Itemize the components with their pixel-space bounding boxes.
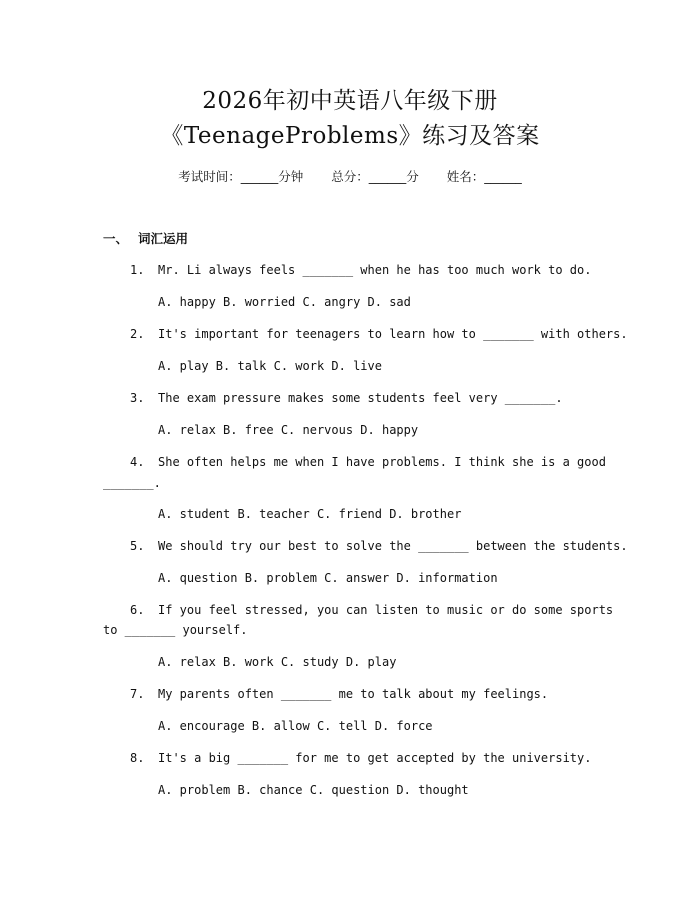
- question-number: 1.: [130, 263, 145, 277]
- question-number: 3.: [130, 391, 145, 405]
- question-8-options: A. problem B. chance C. question D. thought: [158, 783, 469, 797]
- exam-time-field: 考试时间：______分钟: [178, 169, 304, 184]
- section-number: 一、: [103, 231, 129, 246]
- section-title: 词汇运用: [138, 231, 189, 246]
- question-1-options: A. happy B. worried C. angry D. sad: [158, 295, 411, 309]
- question-text: The exam pressure makes some students feel very _______.: [158, 391, 563, 405]
- question-8: [130, 749, 591, 767]
- question-7: [130, 685, 548, 703]
- question-text: My parents often _______ me to talk about my feelings.: [158, 687, 549, 701]
- question-text: It's important for teenagers to learn how to _______ with others.: [158, 327, 628, 341]
- student-name-field: 姓名：______: [446, 169, 522, 184]
- question-number: 5.: [130, 539, 145, 553]
- question-text: Mr. Li always feels _______ when he has too much work to do.: [158, 263, 592, 277]
- question-6-continuation: to _______ yourself.: [103, 623, 248, 637]
- question-text: We should try our best to solve the _______ between the students.: [158, 539, 628, 553]
- question-text: If you feel stressed, you can listen to music or do some sports: [158, 603, 614, 617]
- question-number: 2.: [130, 327, 145, 341]
- section-heading: [103, 230, 188, 248]
- total-score-field: 总分：______分: [331, 169, 419, 184]
- question-2-options: A. play B. talk C. work D. live: [158, 359, 382, 373]
- question-6-options: A. relax B. work C. study D. play: [158, 655, 397, 669]
- question-number: 4.: [130, 455, 145, 469]
- question-4-continuation: _______.: [103, 476, 161, 490]
- question-3-options: A. relax B. free C. nervous D. happy: [158, 423, 419, 437]
- question-4-options: A. student B. teacher C. friend D. brother: [158, 507, 462, 521]
- question-3: [130, 389, 563, 407]
- question-2: [130, 325, 628, 343]
- question-text: It's a big _______ for me to get accepted by the university.: [158, 751, 592, 765]
- document-title-line-2: 《TeenageProblems》练习及答案: [160, 123, 540, 149]
- document-title-line-1: 2026年初中英语八年级下册: [202, 88, 498, 114]
- question-number: 7.: [130, 687, 145, 701]
- question-5: [130, 537, 628, 555]
- question-7-options: A. encourage B. allow C. tell D. force: [158, 719, 433, 733]
- exam-info: [0, 168, 700, 186]
- question-text: She often helps me when I have problems. I think she is a good: [158, 455, 606, 469]
- question-5-options: A. question B. problem C. answer D. information: [158, 571, 498, 585]
- question-4: [130, 453, 606, 471]
- question-1: [130, 261, 591, 279]
- question-6: [130, 601, 613, 619]
- question-number: 8.: [130, 751, 145, 765]
- question-number: 6.: [130, 603, 145, 617]
